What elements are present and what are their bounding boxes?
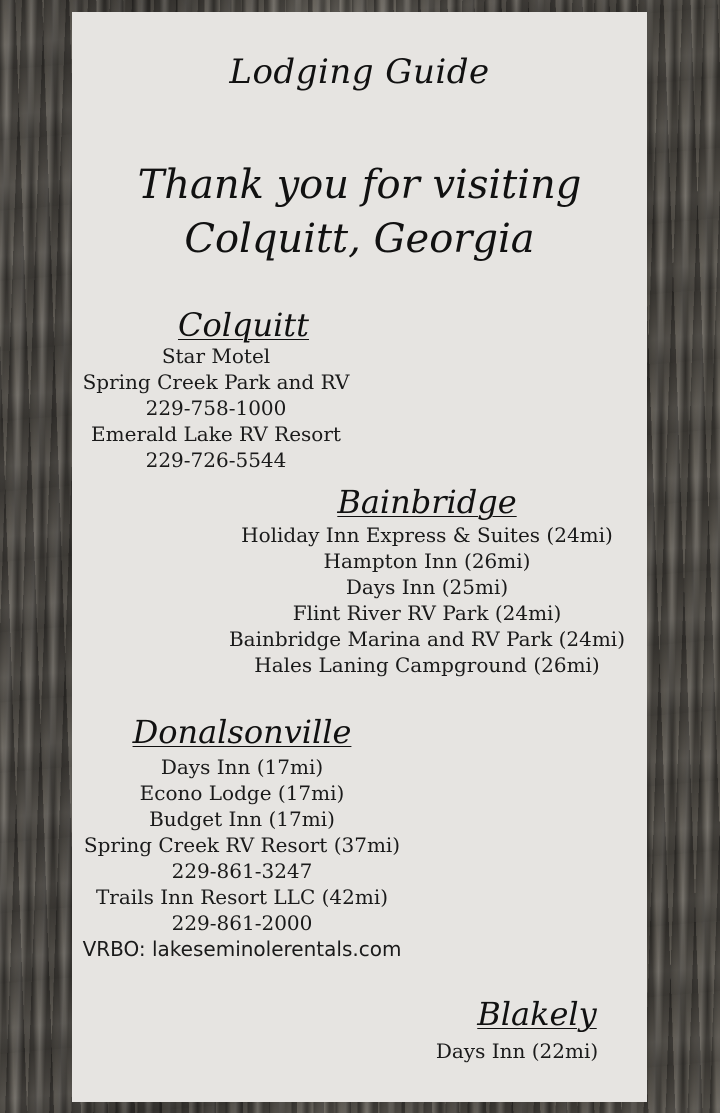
lodging-entry: Star Motel <box>161 344 271 368</box>
lodging-entry: Spring Creek Park and RV <box>82 370 350 394</box>
thank-you-line-1: Thank you for visiting <box>137 162 582 208</box>
lodging-entry: Days Inn (17mi) <box>160 755 324 779</box>
lodging-guide-card <box>72 12 647 1102</box>
phone-number: 229-861-3247 <box>171 859 313 883</box>
thank-you-line-2: Colquitt, Georgia <box>184 216 535 262</box>
phone-number: 229-726-5544 <box>145 448 287 472</box>
lodging-entry: Emerald Lake RV Resort <box>91 422 341 446</box>
lodging-entry: Trails Inn Resort LLC (42mi) <box>95 885 389 909</box>
section-donalsonville <box>82 714 402 962</box>
lodging-entry: Bainbridge Marina and RV Park (24mi) <box>228 627 626 651</box>
section-heading-bainbridge: Bainbridge <box>337 483 517 521</box>
guide-title: Lodging Guide <box>229 52 490 92</box>
lodging-entry: Budget Inn (17mi) <box>149 807 335 831</box>
lodging-entry: Hales Laning Campground (26mi) <box>254 653 600 677</box>
lodging-entry: Hampton Inn (26mi) <box>323 549 531 573</box>
section-heading-colquitt: Colquitt <box>177 306 310 344</box>
section-heading-blakely: Blakely <box>477 995 597 1033</box>
section-blakely <box>412 996 622 1064</box>
lodging-entry: Holiday Inn Express & Suites (24mi) <box>241 523 613 547</box>
lodging-entry: Econo Lodge (17mi) <box>139 781 345 805</box>
lodging-entry: Days Inn (25mi) <box>345 575 509 599</box>
phone-number: 229-861-2000 <box>171 911 313 935</box>
section-colquitt <box>72 307 360 473</box>
phone-number: 229-758-1000 <box>145 396 287 420</box>
thank-you-message <box>72 158 647 266</box>
vrbo-website: VRBO: lakeseminolerentals.com <box>82 937 402 961</box>
lodging-entry: Flint River RV Park (24mi) <box>292 601 562 625</box>
section-bainbridge <box>212 484 642 678</box>
lodging-entry: Days Inn (22mi) <box>435 1039 599 1063</box>
section-heading-donalsonville: Donalsonville <box>132 713 352 751</box>
lodging-entry: Spring Creek RV Resort (37mi) <box>83 833 401 857</box>
